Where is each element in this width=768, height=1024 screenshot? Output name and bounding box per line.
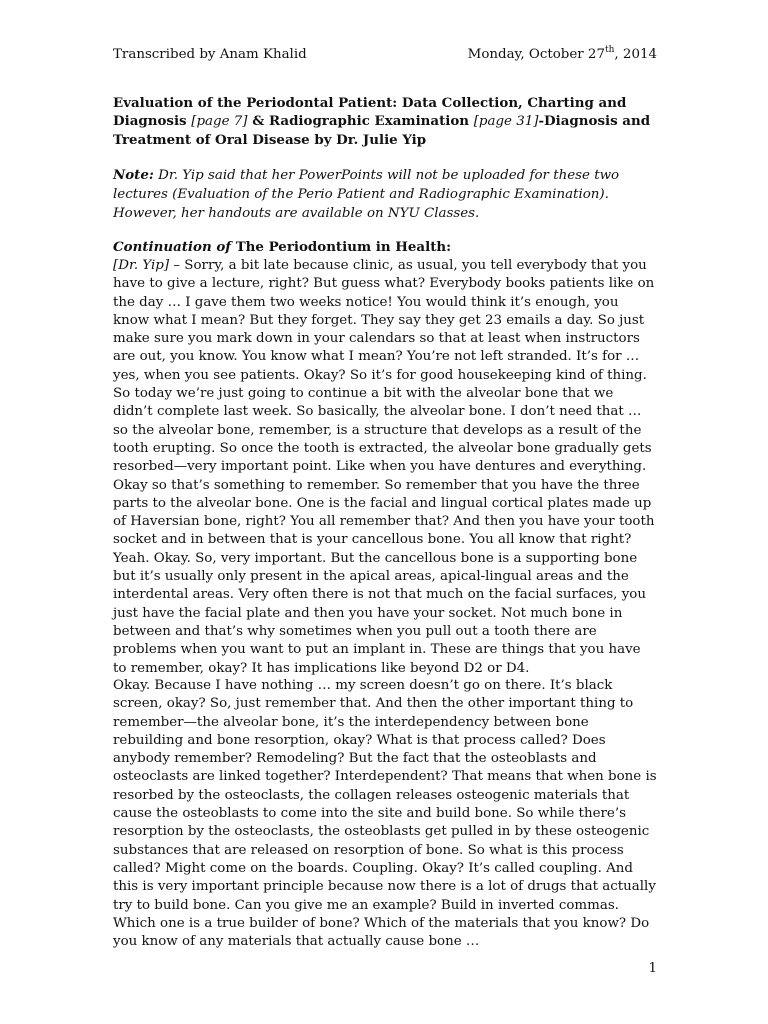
note-text: Dr. Yip said that her PowerPoints will not be uploaded for these two lectures (Evaluation of the Perio Patient and Radiographic Examination). However, her handouts are available on NYU Classes. <box>113 168 620 221</box>
title-part-1: Evaluation of the Periodontal Patient: Data Collection, Charting and Diagnosis <box>113 95 627 129</box>
page-number: 1 <box>648 961 657 976</box>
section-title: The Periodontium in Health: <box>235 239 452 255</box>
note-label: Note: <box>113 167 154 183</box>
body-paragraph-2 <box>113 677 657 951</box>
title-page-ref-2: [page 31] <box>473 114 539 129</box>
title-page-ref-1: [page 7] <box>191 114 248 129</box>
paragraph-2-text: Okay. Because I have nothing … my screen doesn’t go on there. It’s black screen, okay? So, just remember that. And then the other important thing to remember—the alveolar bone, it’s the interdependency between bone rebuilding and bone resorption, okay? What is that process called? Does anybody remember? Remodeling? But the fact that the osteoblasts and osteoclasts are linked together? Interdependent? That means that when bone is resorbed by the osteoclasts, the collagen releases osteogenic materials that cause the osteoblasts to come into the site and build bone. So while there’s resorption by the osteoclasts, the osteoblasts get pulled in by these osteogenic substances that are released on resorption of bone. So what is this process called? Might come on the boards. Coupling. Okay? It’s called coupling. And this is very important principle because now there is a lot of drugs that actually try to build bone. Can you give me an example? Build in inverted commas. Which one is a true builder of bone? Which of the materials that you know? Do you know of any materials that actually cause bone … <box>113 678 657 950</box>
speaker-tag: [Dr. Yip] <box>113 258 170 273</box>
date-ordinal: th <box>604 44 615 55</box>
title-part-3: -Diagnosis and Treatment of Oral Disease by Dr. Julie Yip <box>113 113 651 148</box>
transcriber-line: Transcribed by Anam Khalid <box>113 47 307 62</box>
date-line <box>468 46 657 64</box>
note-paragraph <box>113 166 657 223</box>
section-prefix: Continuation of <box>113 239 232 255</box>
body-paragraph-1 <box>113 257 657 678</box>
title-part-2: & Radiographic Examination <box>252 113 470 129</box>
paragraph-1-text: – Sorry, a bit late because clinic, as usual, you tell everybody that you have to give a lecture, right? But guess what? Everybody books patients like on the day … I gave them two weeks notice! You would think it’s enough, you know what I mean? But they forget. They say they get 23 emails a day. So just make sure you mark down in your calendars so that at least when instructors are out, you know. You know what I mean? You’re not left stranded. It’s for … yes, when you see patients. Okay? So it’s for good housekeeping kind of thing. So today we’re just going to continue a bit with the alveolar bone that we didn’t complete last week. So basically, the alveolar bone. I don’t need that … so the alveolar bone, remember, is a structure that develops as a result of the tooth erupting. So once the tooth is extracted, the alveolar bone gradually gets resorbed—very important point. Like when you have dentures and everything. Okay so that’s something to remember. So remember that you have the three parts to the alveolar bone. One is the facial and lingual cortical plates made up of Haversian bone, right? You all remember that? And then you have your tooth socket and in between that is your cancellous bone. You all know that right? Yeah. Okay. So, very important. But the cancellous bone is a supporting bone but it’s usually only present in the apical areas, apical-lingual areas and the interdental areas. Very often there is not that much on the facial surfaces, you just have the facial plate and then you have your socket. Not much bone in between and that’s why sometimes when you pull out a tooth there are problems when you want to put an implant in. These are things that you have to remember, okay? It has implications like beyond D2 or D4. <box>113 258 655 676</box>
date-prefix: Monday, October 27 <box>467 47 605 62</box>
date-suffix: , 2014 <box>614 47 657 62</box>
document-title <box>113 94 657 149</box>
section-heading <box>113 238 657 256</box>
